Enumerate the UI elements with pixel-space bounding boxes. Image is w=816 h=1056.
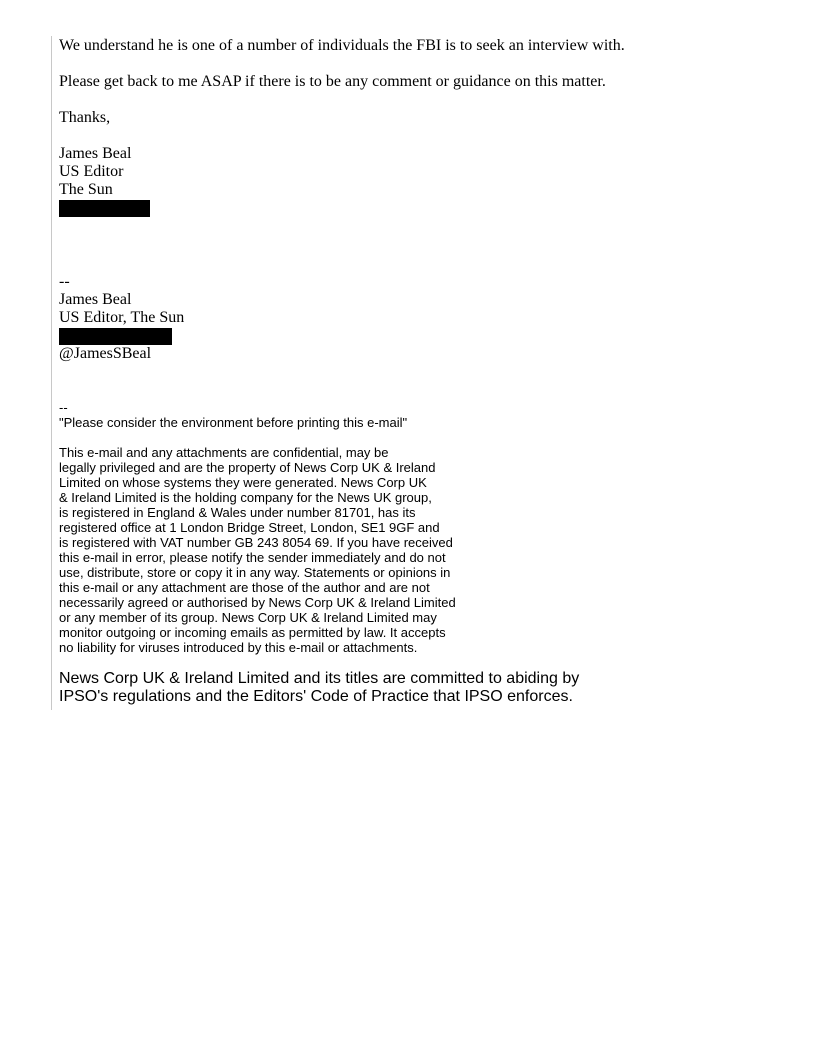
disclaimer-line: this e-mail or any attachment are those of the author and are not [59, 580, 430, 595]
disclaimer-line: Limited on whose systems they were generated. News Corp UK [59, 475, 427, 490]
twitter-handle[interactable]: @JamesSBeal [59, 345, 152, 362]
disclaimer-line: no liability for viruses introduced by this e-mail or attachments. [59, 640, 418, 655]
asap-line: Please get back to me ASAP if there is to be any comment or guidance on this matter. [59, 73, 606, 90]
confidentiality-disclaimer [59, 445, 799, 655]
ipso-line: News Corp UK & Ireland Limited and its titles are committed to abiding by [59, 670, 580, 687]
disclaimer-line: & Ireland Limited is the holding company for the News UK group, [59, 490, 432, 505]
fbi-line: We understand he is one of a number of individuals the FBI is to seek an interview with. [59, 37, 625, 54]
quote-bar [51, 36, 52, 710]
signature-name: James Beal [59, 291, 132, 308]
disclaimer-line: legally privileged and are the property of News Corp UK & Ireland [59, 460, 436, 475]
disclaimer-line: or any member of its group. News Corp UK & Ireland Limited may [59, 610, 437, 625]
redaction-block [59, 328, 172, 345]
signature-block-2 [59, 273, 799, 363]
footer-separator: -- [59, 400, 68, 415]
environment-notice: "Please consider the environment before printing this e-mail" [59, 415, 408, 430]
disclaimer-line: necessarily agreed or authorised by News Corp UK & Ireland Limited [59, 595, 456, 610]
disclaimer-line: This e-mail and any attachments are confidential, may be [59, 445, 389, 460]
signature-title: US Editor, The Sun [59, 309, 185, 326]
signature-name: James Beal [59, 145, 132, 162]
email-body [59, 36, 799, 706]
signoff: Thanks, [59, 109, 111, 126]
disclaimer-line: registered office at 1 London Bridge Street, London, SE1 9GF and [59, 520, 440, 535]
legal-footer [59, 400, 799, 706]
disclaimer-line: use, distribute, store or copy it in any way. Statements or opinions in [59, 565, 451, 580]
disclaimer-line: monitor outgoing or incoming emails as permitted by law. It accepts [59, 625, 446, 640]
ipso-statement [59, 670, 799, 706]
signature-block-1 [59, 145, 799, 217]
disclaimer-line: is registered with VAT number GB 243 8054 69. If you have received [59, 535, 453, 550]
redaction-block [59, 200, 150, 217]
disclaimer-line: is registered in England & Wales under number 81701, has its [59, 505, 416, 520]
ipso-line: IPSO's regulations and the Editors' Code of Practice that IPSO enforces. [59, 688, 573, 705]
signature-separator: -- [59, 273, 70, 290]
signature-title: US Editor [59, 163, 124, 180]
disclaimer-line: this e-mail in error, please notify the sender immediately and do not [59, 550, 446, 565]
signature-org: The Sun [59, 181, 113, 198]
